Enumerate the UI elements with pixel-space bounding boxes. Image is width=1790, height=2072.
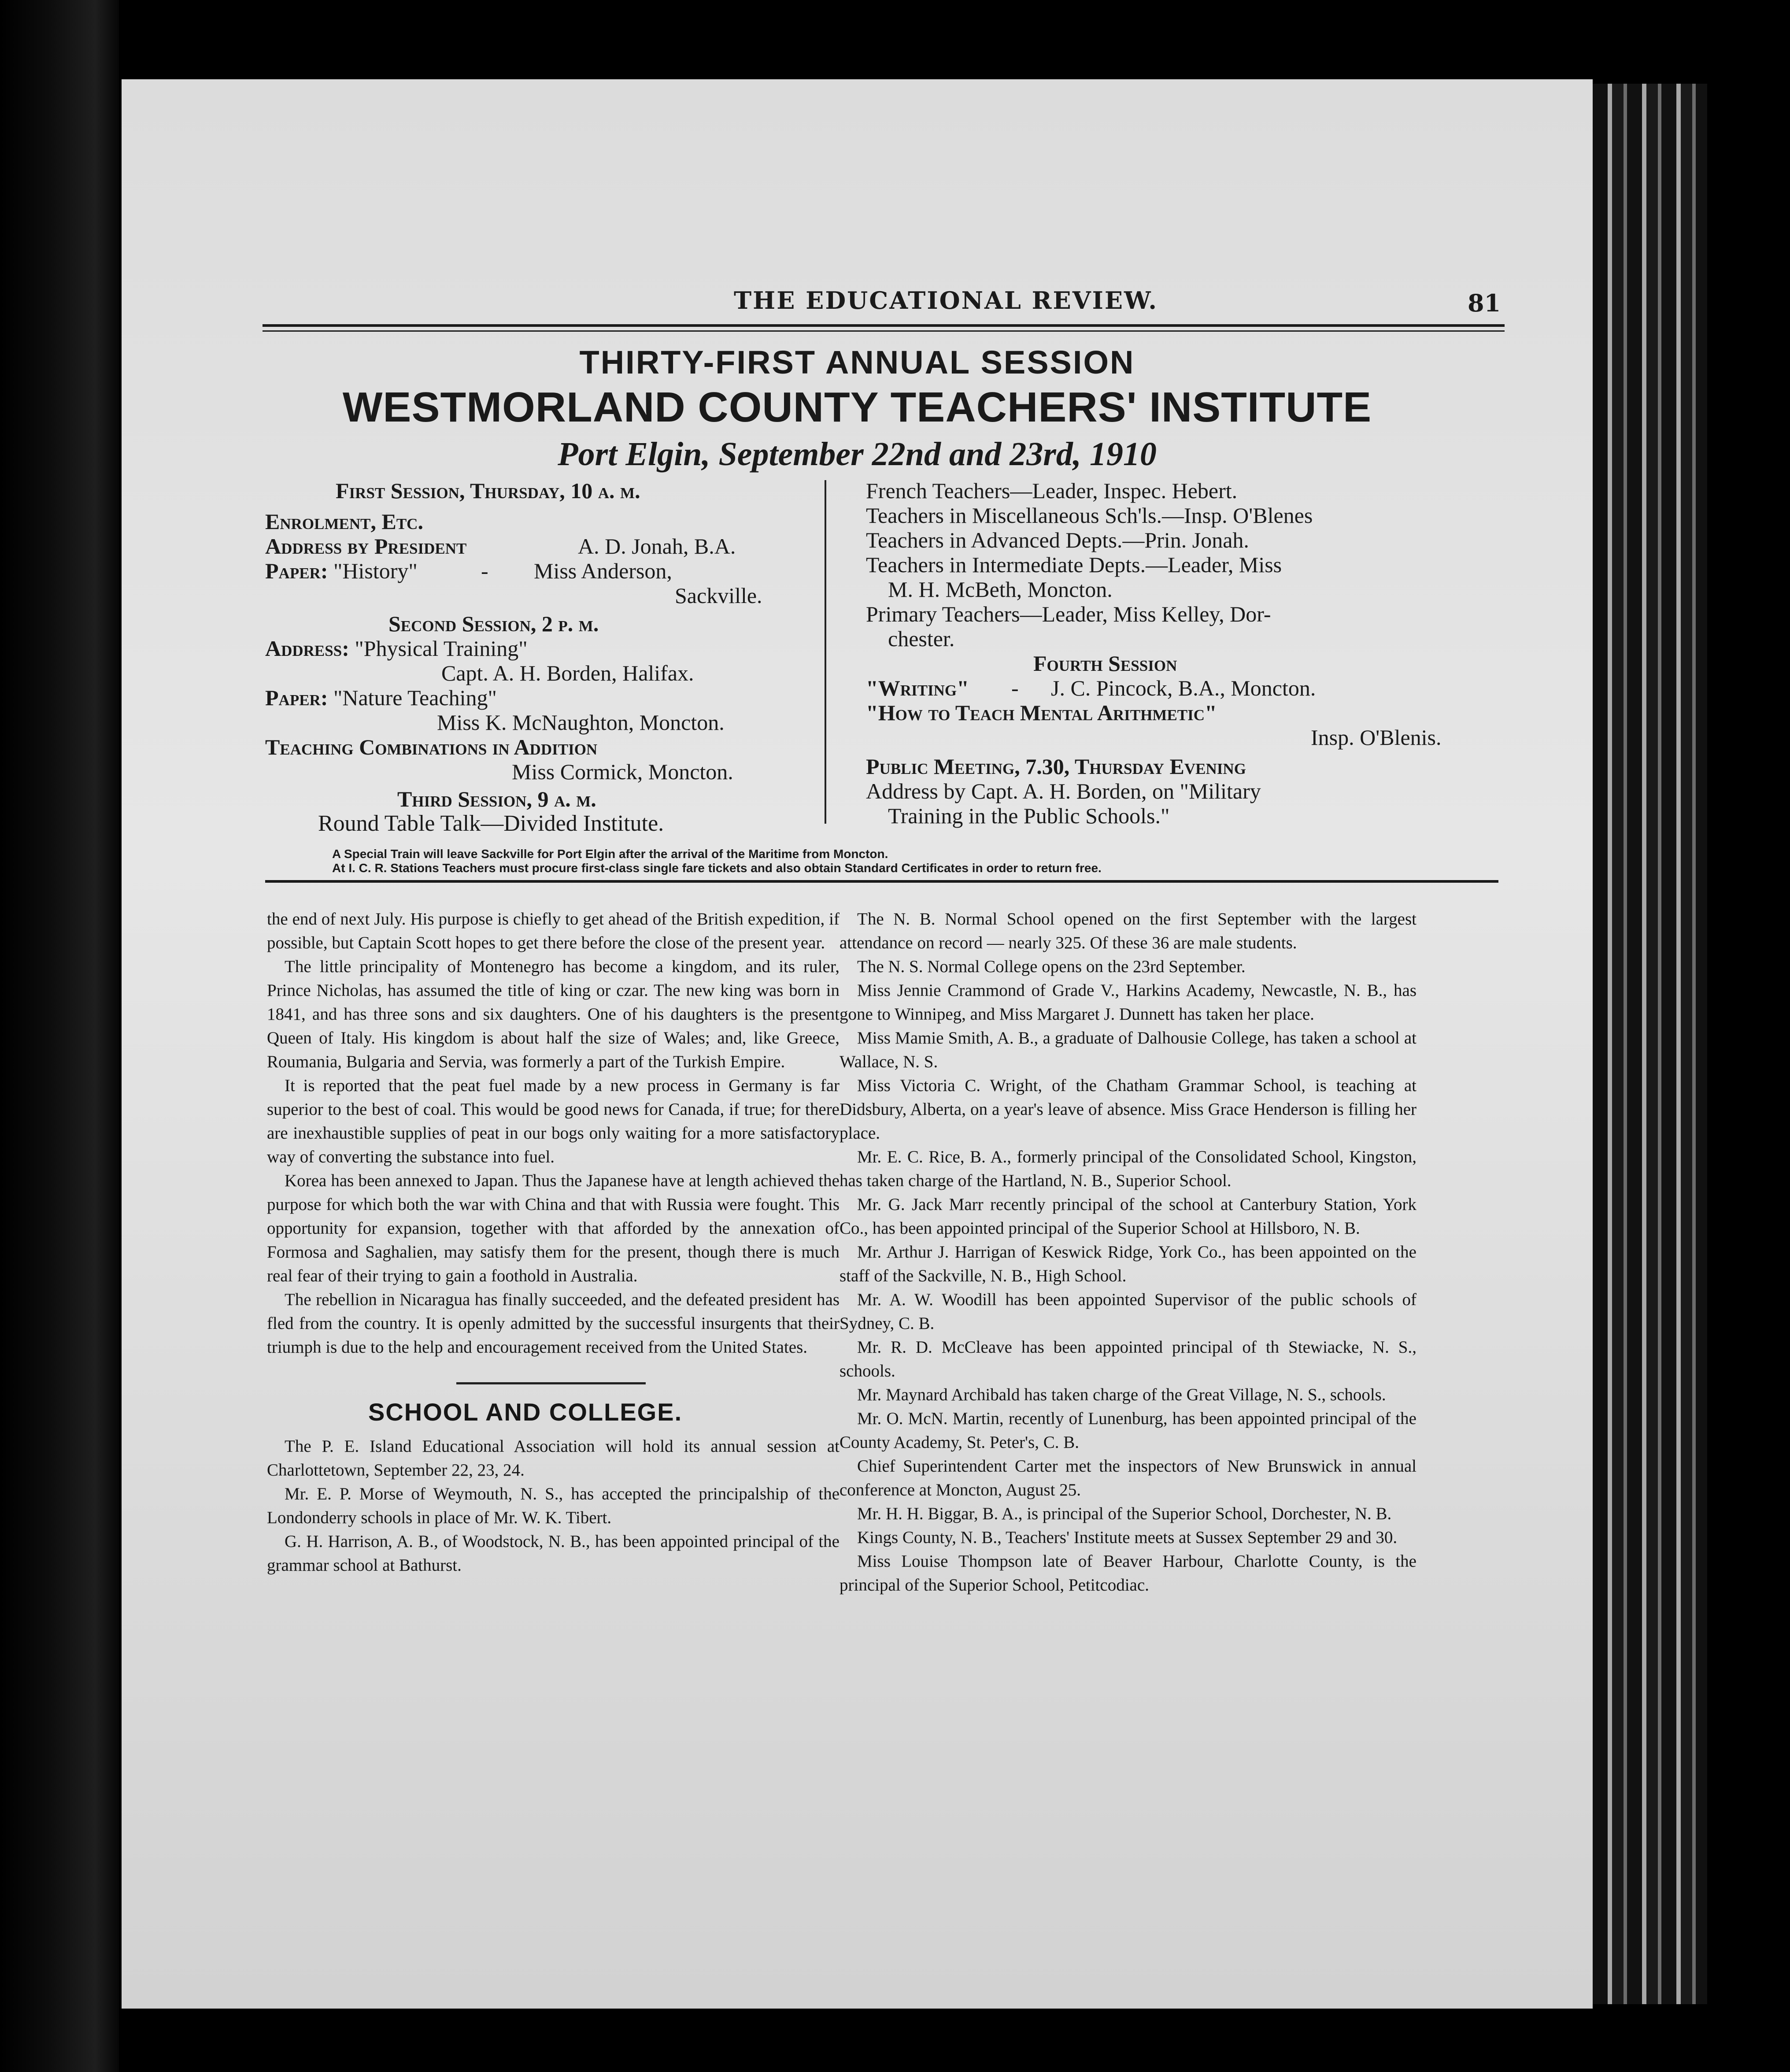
train-note: A Special Train will leave Sackville for Port Elgin after the arrival of the Maritime from Moncton. [332,847,888,861]
public-meeting: Public Meeting, 7.30, Thursday Evening [866,754,1246,779]
paper2-name: Miss K. McNaughton, Moncton. [437,710,725,735]
address-label: Address by President [265,534,467,559]
intermediate-leader: M. H. McBeth, Moncton. [888,577,1113,602]
misc-teachers: Teachers in Miscellaneous Sch'ls.—Insp. O'Blenes [866,503,1313,528]
physical-training-address [265,636,926,661]
paragraph: The rebellion in Nicaragua has finally succeeded, and the defeated president has fled from the country. It is openly admitted by the successful insurgents that their triumph is due to the help and encouragement received from the United States. [267,1290,840,1357]
round-table: Round Table Talk—Divided Institute. [318,811,664,836]
ticket-note: At I. C. R. Stations Teachers must procure first-class single fare tickets and also obtain Standard Certificates in order to return free. [332,861,1102,875]
program-right [866,478,1527,828]
section-title: SCHOOL AND COLLEGE. [368,1398,683,1426]
banner-date: Port Elgin, September 22nd and 23rd, 1910 [558,436,1157,473]
paper-name: Miss Anderson, [534,559,672,583]
paragraph: Mr. Maynard Archibald has taken charge of the Great Village, N. S., schools. [857,1385,1386,1404]
paragraph: The N. B. Normal School opened on the first September with the largest attendance on record — nearly 325. Of these 36 are male students. [840,910,1416,952]
paragraph: G. H. Harrison, A. B., of Woodstock, N. B., has been appointed principal of the grammar school at Bathurst. [267,1532,840,1575]
french-teachers: French Teachers—Leader, Inspec. Hebert. [866,478,1238,503]
fourth-session-heading: Fourth Session [1033,651,1177,676]
first-session-heading: First Session, Thursday, 10 a. m. [336,478,640,503]
paragraph: Kings County, N. B., Teachers' Institute meets at Sussex September 29 and 30. [857,1528,1398,1547]
paragraph: Mr. E. C. Rice, B. A., formerly principal of the Consolidated School, Kingston, has taken charge of the Hartland, N. B., Superior School. [840,1147,1416,1190]
book-spine-shadow [0,0,119,2072]
advanced-teachers: Teachers in Advanced Depts.—Prin. Jonah. [866,528,1249,552]
third-session-heading: Third Session, 9 a. m. [397,787,596,811]
paper-place: Sackville. [675,583,762,608]
paragraph: Miss Mamie Smith, A. B., a graduate of Dalhousie College, has taken a school at Wallace, N. S. [840,1029,1416,1071]
banner-institute: WESTMORLAND COUNTY TEACHERS' INSTITUTE [342,384,1372,431]
primary-teachers: Primary Teachers—Leader, Miss Kelley, Dor- [866,602,1271,626]
address2-name: Capt. A. H. Borden, Halifax. [441,661,694,685]
book-page-edges [1593,84,1790,2004]
writing-item [866,676,1527,700]
header-rule-bottom [263,330,1505,332]
left-text-column [267,907,840,1577]
nature-teaching-paper [265,685,926,710]
banner-session: THIRTY-FIRST ANNUAL SESSION [579,344,1135,381]
military-address-cont: Training in the Public Schools." [888,803,1170,828]
right-text-column [840,907,1416,1597]
paragraph: Mr. E. P. Morse of Weymouth, N. S., has accepted the principalship of the Londonderry schools in place of Mr. W. K. Tibert. [267,1484,840,1527]
paragraph: Mr. H. H. Biggar, B. A., is principal of the Superior School, Dorchester, N. B. [857,1504,1392,1523]
program-divider [825,480,826,824]
program-left [265,478,926,836]
paragraph: Miss Louise Thompson late of Beaver Harbour, Charlotte County, is the principal of the Superior School, Petitcodiac. [840,1552,1416,1595]
paper-history [265,559,926,583]
military-address: Address by Capt. A. H. Borden, on "Military [866,779,1261,803]
page-number: 81 [1468,289,1501,317]
program-bottom-rule [265,880,1498,883]
header-rule-top [263,324,1505,327]
section-rule [456,1382,646,1384]
intermediate-teachers: Teachers in Intermediate Depts.—Leader, Miss [866,552,1282,577]
paragraph: Mr. R. D. McCleave has been appointed principal of th Stewiacke, N. S., schools. [840,1338,1416,1380]
paragraph: Mr. Arthur J. Harrigan of Keswick Ridge, York Co., has been appointed on the staff of the Sackville, N. B., High School. [840,1243,1416,1285]
address-name: A. D. Jonah, B.A. [578,534,736,559]
president-address [265,534,926,559]
paragraph: Chief Superintendent Carter met the inspectors of New Brunswick in annual conference at Moncton, August 25. [840,1457,1416,1499]
teaching-combinations: Teaching Combinations in Addition [265,735,598,759]
paragraph: Mr. G. Jack Marr recently principal of the school at Canterbury Station, York Co., has been appointed principal of the Superior School at Hillsboro, N. B. [840,1195,1416,1238]
journal-page [122,79,1593,2009]
paragraph: The P. E. Island Educational Association will hold its annual session at Charlottetown, September 22, 23, 24. [267,1437,840,1480]
paragraph: Mr. O. McN. Martin, recently of Lunenburg, has been appointed principal of the County Academy, St. Peter's, C. B. [840,1409,1416,1452]
address2-title: "Physical Training" [355,636,528,661]
primary-place: chester. [888,626,955,651]
paper2-title: "Nature Teaching" [333,685,497,710]
paper2-label: Paper: [265,685,328,710]
paragraph: It is reported that the peat fuel made by a new process in Germany is far superior to the best of coal. This would be good news for Canada, if true; for there are inexhaustible supplies of peat in our bogs only waiting for a more satisfactory way of converting the substance into fuel. [267,1076,840,1166]
paragraph: Miss Jennie Crammond of Grade V., Harkins Academy, Newcastle, N. B., has gone to Winnipeg, and Miss Margaret J. Dunnett has taken her place. [840,981,1416,1024]
running-head: THE EDUCATIONAL REVIEW. [734,286,1158,314]
paragraph: Mr. A. W. Woodill has been appointed Supervisor of the public schools of Sydney, C. B. [840,1290,1416,1333]
paragraph: The N. S. Normal College opens on the 23rd September. [857,957,1246,976]
paragraph: Korea has been annexed to Japan. Thus the Japanese have at length achieved the purpose for which both the war with China and that with Russia were fought. This opportunity for expansion, together with that afforded by the annexation of Formosa and Saghalien, may satisfy them for the present, though there is much real fear of their trying to gain a foothold in Australia. [267,1171,840,1285]
writing-label: "Writing" [866,676,969,700]
writing-name: J. C. Pincock, B.A., Moncton. [1051,676,1316,700]
paper-title: "History" [333,559,418,583]
paper-label: Paper: [265,559,328,583]
paragraph: the end of next July. His purpose is chiefly to get ahead of the British expedition, if possible, but Captain Scott hopes to get there before the close of the present year. [267,910,840,952]
paragraph: The little principality of Montenegro has become a kingdom, and its ruler, Prince Nicholas, has assumed the title of king or czar. The new king was born in 1841, and has three sons and six daughters. One of his daughters is the present Queen of Italy. His kingdom is about half the size of Wales; and, like Greece, Roumania, Bulgaria and Servia, was formerly a part of the Turkish Empire. [267,957,840,1071]
paper-dash: - [481,559,488,583]
teaching-name: Miss Cormick, Moncton. [512,759,733,784]
enrolment: Enrolment, Etc. [265,509,423,534]
mental-arithmetic: "How to Teach Mental Arithmetic" [866,700,1217,725]
writing-dash: - [1011,676,1019,700]
paragraph: Miss Victoria C. Wright, of the Chatham Grammar School, is teaching at Didsbury, Alberta, on a year's leave of absence. Miss Grace Henderson is filling her place. [840,1076,1416,1143]
second-session-heading: Second Session, 2 p. m. [388,611,599,636]
mental-name: Insp. O'Blenis. [1311,725,1442,750]
address2-label: Address: [265,636,349,661]
